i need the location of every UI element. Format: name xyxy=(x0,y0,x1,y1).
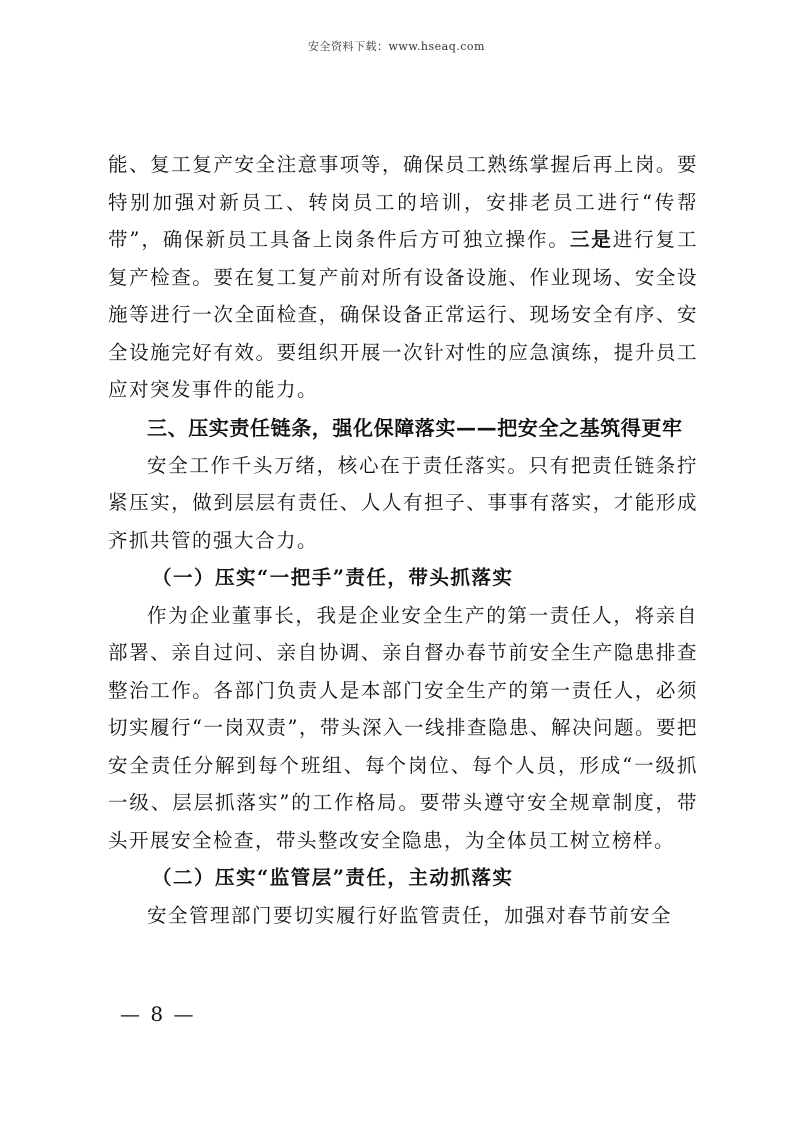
paragraph-continuation xyxy=(108,146,698,409)
paragraph-text: 能、复工复产安全注意事项等，确保员工熟练掌握后再上岗。要特别加强对新员工、转岗员工的培训，安排老员工进行“传帮带”，确保新员工具备上岗条件后方可独立操作。 xyxy=(108,153,698,251)
section-heading-3: 三、压实责任链条，强化保障落实——把安全之基筑得更牢 xyxy=(147,415,683,440)
subsection-heading-2: （二）压实“监管层”责任，主动抓落实 xyxy=(152,866,514,889)
page-number: — 8 — xyxy=(120,1002,196,1026)
paragraph-intro: 安全工作千头万绪，核心在于责任落实。只有把责任链条拧紧压实，做到层层有责任、人人有担子、事事有落实，才能形成齐抓共管的强大合力。 xyxy=(108,453,698,552)
bold-marker: 三是 xyxy=(569,228,613,251)
paragraph-leader-duty: 作为企业董事长，我是企业安全生产的第一责任人，将亲自部署、亲自过问、亲自协调、亲自督办春节前安全生产隐患排查整治工作。各部门负责人是本部门安全生产的第一责任人，必须切实履行“一岗双责”，带头深入一线排查隐患、解决问题。要把安全责任分解到每个班组、每个岗位、每个人员，形成“一级抓一级、层层抓落实”的工作格局。要带头遵守安全规章制度，带头开展安全检查，带头整改安全隐患，为全体员工树立榜样。 xyxy=(108,603,698,852)
page-header: 安全资料下载：www.hseaq.com xyxy=(308,40,485,53)
paragraph-supervision: 安全管理部门要切实履行好监管责任，加强对春节前安全 xyxy=(147,903,673,927)
paragraph-text-rest: 进行复工复产检查。要在复工复产前对所有设备设施、作业现场、安全设施等进行一次全面检查，确保设备正常运行、现场安全有序、安全设施完好有效。要组织开展一次针对性的应急演练，提升员工应对突发事件的能力。 xyxy=(108,228,698,401)
subsection-heading-1: （一）压实“一把手”责任，带头抓落实 xyxy=(152,566,514,589)
document-body xyxy=(108,146,698,934)
